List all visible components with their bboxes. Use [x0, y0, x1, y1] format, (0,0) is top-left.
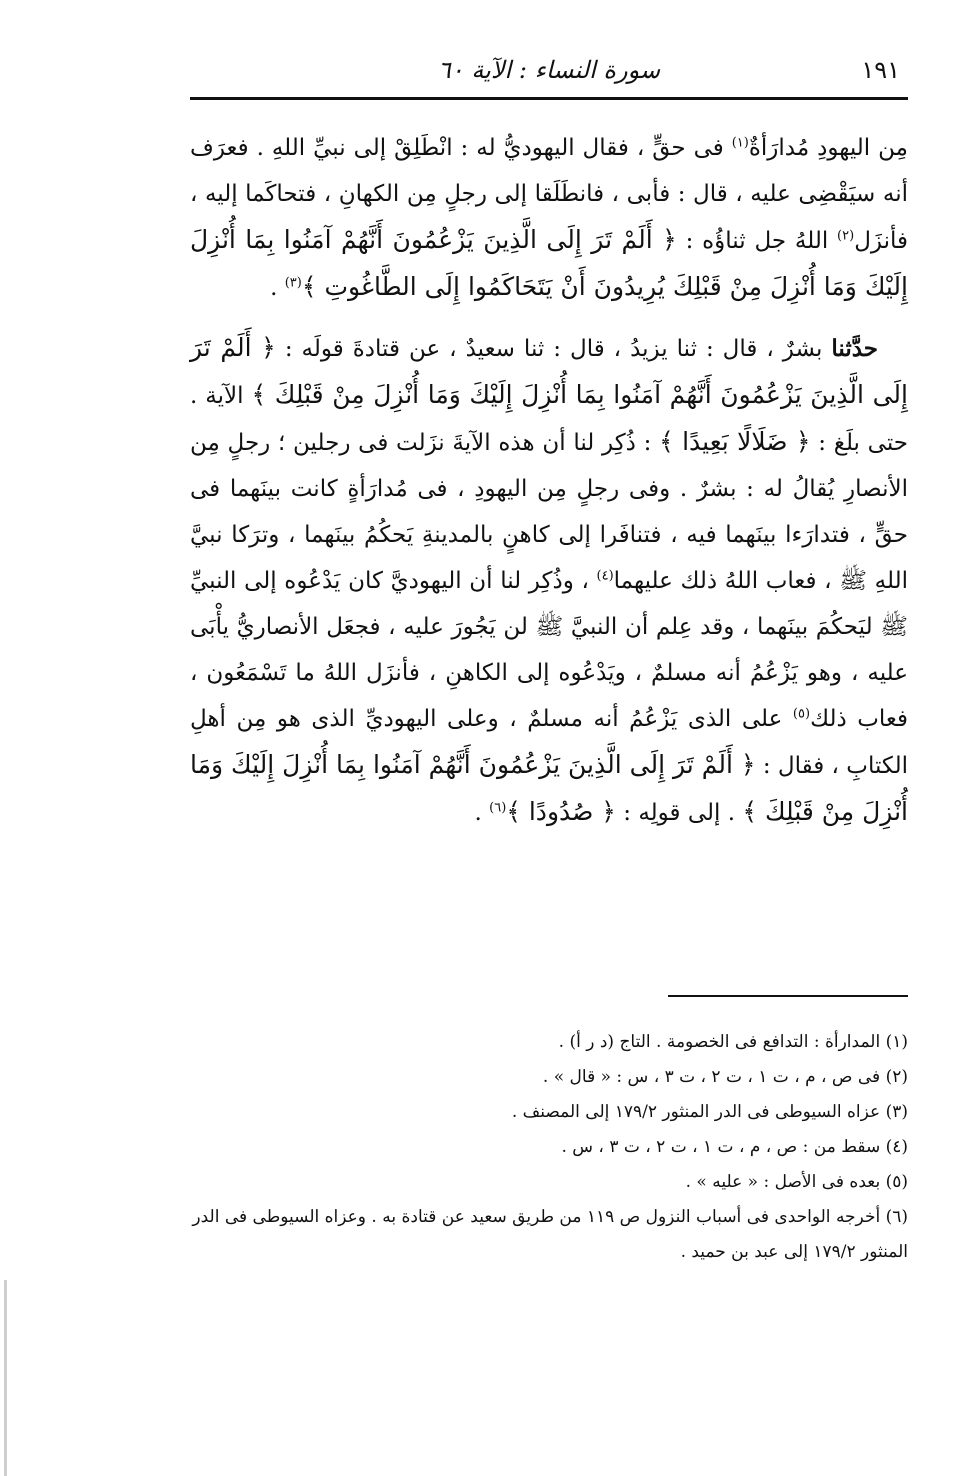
quran-quote: ﴿ أَلَمْ تَرَ إِلَى الَّذِينَ يَزْعُمُونَ أَنَّهُمْ آمَنُوا بِمَا أُنْزِلَ إِلَيْكَ وَمَا أُنْزِلَ مِنْ قَبْلِكَ ﴾ — [190, 333, 908, 409]
footnote-4: (٤) سقط من : ص ، م ، ت ١ ، ت ٢ ، ت ٣ ، س . — [561, 1137, 908, 1157]
footnote-5: (٥) بعده فى الأصل : « عليه » . — [685, 1172, 908, 1192]
header-rule — [190, 97, 908, 100]
running-title: سورة النساء : الآية ٦٠ — [437, 56, 661, 84]
paragraph-2 — [190, 325, 908, 836]
footnote-1: (١) المدارأة : التدافع فى الخصومة . التاج (د ر أ) . — [558, 1032, 908, 1052]
footnote-ref-1: (١) — [731, 135, 749, 151]
footnote-2: (٢) فى ص ، م ، ت ١ ، ت ٢ ، ت ٣ ، س : « قال » . — [542, 1067, 908, 1087]
quran-quote: ﴿ أَلَمْ تَرَ إِلَى الَّذِينَ يَزْعُمُونَ أَنَّهُمْ آمَنُوا بِمَا أُنْزِلَ إِلَيْكَ وَمَا أُنْزِلَ مِنْ قَبْلِكَ يُرِيدُونَ أَنْ يَتَحَاكَمُوا إِلَى الطَّاغُوتِ ﴾ — [190, 225, 908, 301]
quran-quote: ﴿ ضَلَالًا بَعِيدًا ﴾ — [659, 427, 811, 456]
footnote-ref-2: (٢) — [837, 228, 855, 244]
text-segment: فى حقٍّ ، فقال اليهوديُّ له : انْطَلِقْ إلى نبيِّ اللهِ . فعرَف أنه سيَقْضِى عليه ، قال : فأبى ، فانطَلَقا إلى رجلٍ مِن الكهانِ ، فتحاكَما إليه ، فأنزَل — [190, 135, 908, 254]
scan-edge-mark — [4, 1280, 7, 1476]
text-segment: مِن اليهودِ مُدارَأةٌ — [748, 135, 908, 161]
page-header — [190, 52, 908, 92]
footnote-ref-3: (٣) — [284, 275, 302, 291]
text-segment: اللهُ جل ثناؤُه : — [676, 228, 838, 254]
footnote-separator — [668, 995, 908, 997]
footnotes — [190, 1025, 908, 1270]
footnote-ref-5: (٥) — [792, 706, 811, 722]
quran-quote: ﴿ أَلَمْ تَرَ إِلَى الَّذِينَ يَزْعُمُونَ أَنَّهُمْ آمَنُوا بِمَا أُنْزِلَ إِلَيْكَ وَمَا أُنْزِلَ مِنْ قَبْلِكَ ﴾ — [190, 750, 908, 826]
footnote-ref-6: (٦) — [489, 800, 507, 816]
page-number: ١٩١ — [861, 56, 900, 84]
text-segment: الآية . حتى بلَغ : — [190, 383, 909, 456]
text-segment: على الذى يَزْعُمُ أنه مسلمٌ ، وعلى اليهوديِّ الذى هو مِن أهلِ الكتابِ ، فقال : — [190, 706, 908, 779]
paragraph-1 — [190, 125, 908, 311]
footnote-3: (٣) عزاه السيوطى فى الدر المنثور ١٧٩/٢ إلى المصنف . — [511, 1102, 908, 1122]
text-segment: : ذُكِر لنا أن هذه الآيةَ نزَلت فى رجلين ؛ رجلٍ مِن الأنصارِ يُقالُ له : بشرٌ . وفى رجلٍ مِن اليهودِ ، فى مُدارَأةٍ كانت بينَهما فى حقٍّ ، فتدارَءا بينَهما فيه ، فتنافَرا إلى كاهنٍ بالمدينةِ يَحكُمُ بينَهما ، وترَكا نبيَّ اللهِ ﷺ ، فعاب اللهُ ذلك عليهما — [190, 430, 908, 594]
quran-quote: ﴿ صُدُودًا ﴾ — [506, 797, 616, 826]
main-text — [190, 125, 908, 836]
text-segment: . — [474, 800, 490, 826]
footnote-6: (٦) أخرجه الواحدى فى أسباب النزول ص ١١٩ من طريق سعيد عن قتادة به . وعزاه السيوطى فى الدر المنثور ١٧٩/٢ إلى عبد بن حميد . — [192, 1207, 908, 1262]
text-segment: بشرٌ ، قال : ثنا يزيدُ ، قال : ثنا سعيدٌ ، عن قتادةَ قولَه : — [275, 336, 832, 362]
footnote-ref-4: (٤) — [596, 568, 614, 584]
text-segment: ، وذُكِر لنا أن اليهوديَّ كان يَدْعُوه إلى النبيِّ ﷺ ليَحكُمَ بينَهما ، وقد عِلم أن النبيَّ ﷺ لن يَجُورَ عليه ، فجعَل الأنصاريُّ يأْبَى عليه ، وهو يَزْعُمُ أنه مسلمٌ ، ويَدْعُوه إلى الكاهنِ ، فأنزَل اللهُ ما تَسْمَعُون ، فعاب ذلك — [190, 568, 908, 732]
text-segment: . إلى قولِه : — [615, 800, 743, 826]
narration-lead: حدَّثنا — [831, 335, 879, 362]
text-segment: . — [270, 275, 285, 301]
